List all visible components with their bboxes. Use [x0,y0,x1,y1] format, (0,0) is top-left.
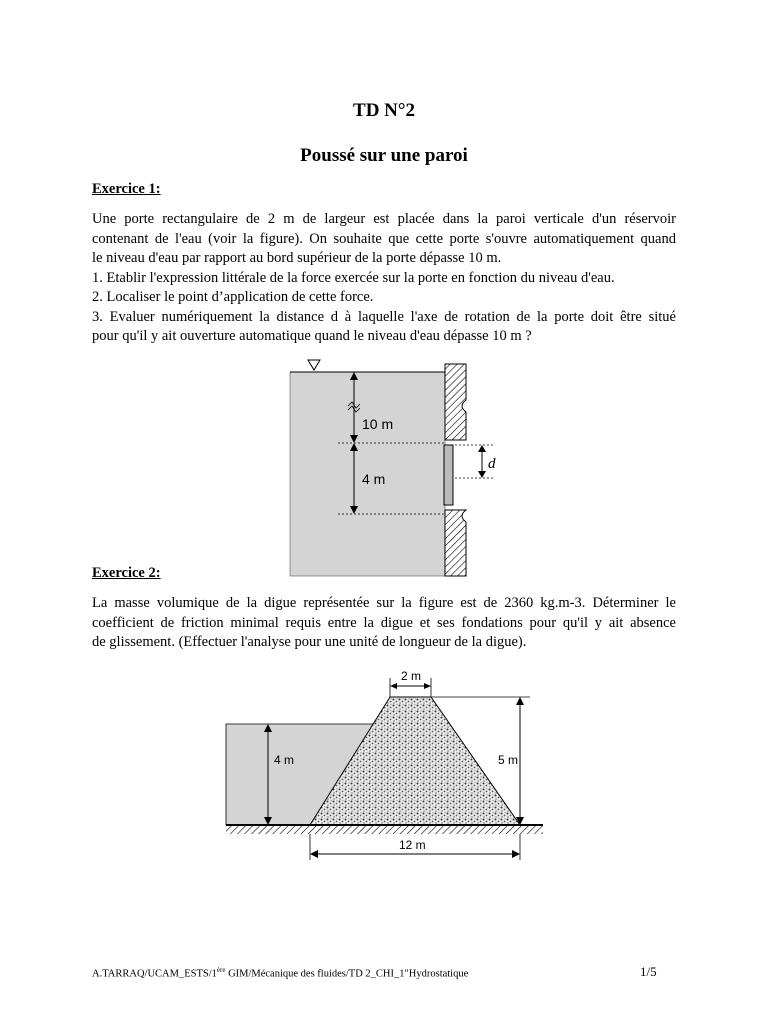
exercise1-heading: Exercice 1: [92,181,161,197]
footer-prefix: A.TARRAQ/UCAM_ESTS/1 [92,968,217,980]
dam-figure [218,662,548,862]
label-dam-height: 5 m [498,753,519,767]
page-subtitle: Poussé sur une paroi [300,145,468,166]
exercise1-text [92,210,676,347]
label-4m: 4 m [362,471,386,487]
exercise2-text [92,594,676,653]
label-water-depth: 4 m [274,753,295,767]
wall-lower [445,510,466,576]
exercise1-line: contenant de l'eau (voir la figure). On souhaite que cette porte s'ouvre automatiquement quand [92,230,676,247]
exercise1-line: 1. Etablir l'expression littérale de la force exercée sur la porte en fonction du niveau d'eau. [92,269,615,286]
exercise2-line: coefficient de friction minimal requis entre la digue et ses fondations pour qu'il y ait absence [92,614,676,631]
footer-sup: ère [216,966,226,974]
free-surface-icon [308,360,320,370]
gate-figure [280,350,510,582]
exercise2-line: de glissement. (Effectuer l'analyse pour une unité de longueur de la digue). [92,634,527,650]
label-crest-width: 2 m [401,669,422,683]
exercise1-line: 2. Localiser le point d’application de cette force. [92,289,374,305]
footer-suffix: GIM/Mécanique des fluides/TD 2_CHI_1"Hydrostatique [225,968,469,980]
page-number: 1/5 [640,964,657,979]
ground [226,826,543,834]
page-title: TD N°2 [353,100,415,121]
exercise1-line: Une porte rectangulaire de 2 m de largeur est placée dans la paroi verticale d'un réservoir [92,211,676,227]
exercise2-heading: Exercice 2: [92,565,161,581]
exercise1-line: 3. Evaluer numériquement la distance d à laquelle l'axe de rotation de la porte doit être situé [92,308,676,325]
label-d: d [488,456,496,472]
wall-upper [445,364,466,440]
exercise1-line: le niveau d'eau par rapport au bord supérieur de la porte dépasse 10 m. [92,250,502,266]
label-base-width: 12 m [399,838,426,852]
gate [444,445,453,505]
exercise1-line: pour qu'il y ait ouverture automatique quand le niveau d'eau dépasse 10 m ? [92,328,532,344]
exercise2-line: La masse volumique de la digue représentée sur la figure est de 2360 kg.m-3. Déterminer le [92,595,676,611]
label-10m: 10 m [362,416,394,432]
footer [92,966,468,980]
